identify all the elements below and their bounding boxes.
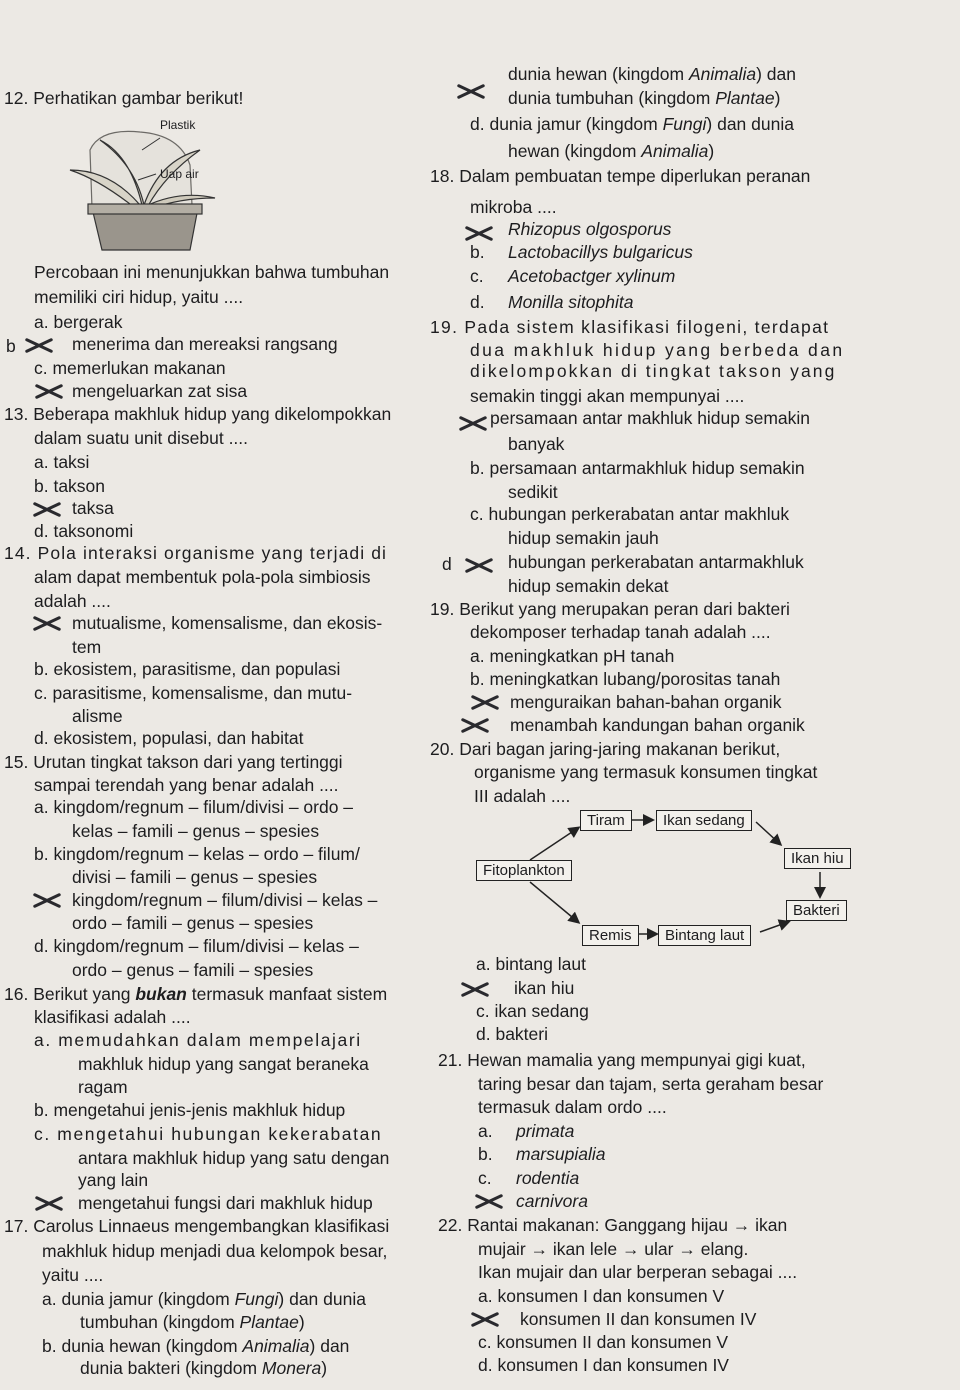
q16-stem-line1 bbox=[4, 984, 387, 1004]
node-bintang-laut: Bintang laut bbox=[658, 925, 751, 946]
node-ikan-sedang: Ikan sedang bbox=[656, 810, 752, 831]
cross-mark-icon bbox=[32, 614, 62, 632]
q21-option-c: rodentia bbox=[516, 1168, 580, 1188]
q17-b2-post: ) bbox=[321, 1358, 328, 1378]
cross-mark-icon bbox=[464, 556, 494, 574]
q12-stem-line2: memiliki ciri hidup, yaitu .... bbox=[34, 287, 244, 307]
q18-option-a: Rhizopus olgosporus bbox=[508, 219, 672, 239]
q17-d1-italic: Fungi bbox=[662, 114, 707, 134]
q17-b1-pre: b. dunia hewan (kingdom bbox=[42, 1336, 243, 1356]
q16-stem-line2: klasifikasi adalah .... bbox=[34, 1007, 191, 1027]
cross-mark-icon bbox=[474, 1192, 504, 1210]
q19a-stem-line4: semakin tinggi akan mempunyai .... bbox=[470, 386, 745, 406]
q17-option-d-line1 bbox=[470, 114, 794, 134]
q15-option-b-line1: b. kingdom/regnum – kelas – ordo – filum/ bbox=[34, 844, 360, 864]
cross-mark-icon bbox=[34, 382, 64, 400]
q17-option-b-line1 bbox=[42, 1336, 349, 1356]
q13-option-b: b. takson bbox=[34, 476, 106, 496]
q21-option-a-label: a. bbox=[478, 1121, 493, 1141]
q20-stem-line2: organisme yang termasuk konsumen tingkat bbox=[474, 762, 818, 782]
q17-d1-pre: d. dunia jamur (kingdom bbox=[470, 114, 663, 134]
q18-stem-line2: mikroba .... bbox=[470, 197, 557, 217]
q21-option-a: primata bbox=[516, 1121, 575, 1141]
q17-a1-post: ) dan dunia bbox=[278, 1289, 366, 1309]
q22-stem-line2: mujair → ikan lele → ular → elang. bbox=[478, 1239, 749, 1259]
q21-option-b-label: b. bbox=[478, 1144, 493, 1164]
q18-option-c: Acetobactger xylinum bbox=[508, 266, 676, 286]
q17-option-a-line2 bbox=[80, 1312, 305, 1332]
q19b-option-a: a. meningkatkan pH tanah bbox=[470, 646, 675, 666]
q17-c1-post: ) dan bbox=[756, 64, 796, 84]
q16-option-d: mengetahui fungsi dari makhluk hidup bbox=[78, 1193, 373, 1213]
q16-stem-pre: 16. Berikut yang bbox=[4, 984, 136, 1004]
q14-option-d: d. ekosistem, populasi, dan habitat bbox=[34, 728, 304, 748]
q21-option-b: marsupialia bbox=[516, 1144, 606, 1164]
q20-option-a: a. bintang laut bbox=[476, 954, 586, 974]
plant-experiment-figure bbox=[30, 110, 260, 260]
q20-option-b: ikan hiu bbox=[514, 978, 575, 998]
q17-option-c-line1 bbox=[508, 64, 796, 84]
q20-stem-line3: III adalah .... bbox=[474, 786, 571, 806]
cross-mark-icon bbox=[456, 82, 486, 100]
q19b-stem-line2: dekomposer terhadap tanah adalah .... bbox=[470, 622, 771, 642]
q19a-option-c-line2: hidup semakin jauh bbox=[508, 528, 659, 548]
q19b-option-d: menambah kandungan bahan organik bbox=[510, 715, 805, 735]
q15-stem-line1: 15. Urutan tingkat takson dari yang tertinggi bbox=[4, 752, 343, 772]
q16-option-a-line1: a. memudahkan dalam mempelajari bbox=[34, 1030, 362, 1050]
q22-option-a: a. konsumen I dan konsumen V bbox=[478, 1286, 725, 1306]
q14-stem-line2: alam dapat membentuk pola-pola simbiosis bbox=[34, 567, 371, 587]
q17-option-c-line2 bbox=[508, 88, 780, 108]
q20-option-d: d. bakteri bbox=[476, 1024, 548, 1044]
q21-option-d: carnivora bbox=[516, 1191, 588, 1211]
q19a-stem-line2: dua makhluk hidup yang berbeda dan bbox=[470, 340, 845, 360]
q17-a2-pre: tumbuhan (kingdom bbox=[80, 1312, 240, 1332]
fig-label-vapor: Uap air bbox=[160, 167, 199, 181]
q17-stem-line3: yaitu .... bbox=[42, 1265, 104, 1285]
q15-option-d-line2: ordo – genus – famili – spesies bbox=[72, 960, 314, 980]
q17-a2-italic: Plantae bbox=[239, 1312, 299, 1332]
q19b-stem-line1: 19. Berikut yang merupakan peran dari bakteri bbox=[430, 599, 790, 619]
q17-b1-post: ) dan bbox=[309, 1336, 350, 1356]
q21-stem-line3: termasuk dalam ordo .... bbox=[478, 1097, 667, 1117]
q12-stem: 12. Perhatikan gambar berikut! bbox=[4, 88, 244, 108]
q19b-option-b: b. meningkatkan lubang/porositas tanah bbox=[470, 669, 781, 689]
q21-stem-line1: 21. Hewan mamalia yang mempunyai gigi kuat, bbox=[438, 1050, 806, 1070]
q12-option-b: menerima dan mereaksi rangsang bbox=[72, 334, 338, 354]
q16-option-b: b. mengetahui jenis-jenis makhluk hidup bbox=[34, 1100, 346, 1120]
q21-stem-line2: taring besar dan tajam, serta geraham besar bbox=[478, 1074, 824, 1094]
q21-option-c-label: c. bbox=[478, 1168, 492, 1188]
q17-a1-italic: Fungi bbox=[234, 1289, 279, 1309]
q17-d2-italic: Animalia bbox=[641, 141, 709, 161]
q17-option-d-line2 bbox=[508, 141, 714, 161]
q17-b2-italic: Monera bbox=[261, 1358, 322, 1378]
node-ikan-hiu: Ikan hiu bbox=[784, 848, 851, 869]
q15-stem-line2: sampai terendah yang benar adalah .... bbox=[34, 775, 339, 795]
q14-stem-line3: adalah .... bbox=[34, 591, 111, 611]
cross-mark-icon bbox=[34, 1194, 64, 1212]
cross-mark-icon bbox=[460, 716, 490, 734]
q19a-stem-line1: 19. Pada sistem klasifikasi filogeni, terdapat bbox=[430, 317, 830, 337]
q22-option-d: d. konsumen I dan konsumen IV bbox=[478, 1355, 729, 1375]
q15-option-a-line1: a. kingdom/regnum – filum/divisi – ordo – bbox=[34, 797, 354, 817]
q14-option-c-line1: c. parasitisme, komensalisme, dan mutu- bbox=[34, 683, 353, 703]
q18-option-b: Lactobacillys bulgaricus bbox=[508, 242, 693, 262]
node-fitoplankton: Fitoplankton bbox=[476, 860, 572, 881]
cross-mark-icon bbox=[24, 336, 54, 354]
q20-stem-line1: 20. Dari bagan jaring-jaring makanan berikut, bbox=[430, 739, 781, 759]
q15-option-c-line2: ordo – famili – genus – spesies bbox=[72, 913, 314, 933]
cross-mark-icon bbox=[32, 500, 62, 518]
q19a-option-a-line2: banyak bbox=[508, 434, 565, 454]
q18-option-b-label: b. bbox=[470, 242, 485, 262]
q19a-option-b-line1: b. persamaan antarmakhluk hidup semakin bbox=[470, 458, 805, 478]
q12-answer-mark: b bbox=[6, 336, 16, 356]
q19a-option-a-line1: persamaan antar makhluk hidup semakin bbox=[490, 408, 811, 428]
q12-stem-line1: Percobaan ini menunjukkan bahwa tumbuhan bbox=[34, 262, 390, 282]
q14-option-a-line1: mutualisme, komensalisme, dan ekosis- bbox=[72, 613, 383, 633]
q18-stem-line1: 18. Dalam pembuatan tempe diperlukan peranan bbox=[430, 166, 811, 186]
q13-option-d: d. taksonomi bbox=[34, 521, 134, 541]
q13-option-c: taksa bbox=[72, 498, 114, 518]
q17-b1-italic: Animalia bbox=[242, 1336, 310, 1356]
q17-option-a-line1 bbox=[42, 1289, 366, 1309]
q17-a1-pre: a. dunia jamur (kingdom bbox=[42, 1289, 235, 1309]
node-tiram: Tiram bbox=[580, 810, 632, 831]
cross-mark-icon bbox=[464, 224, 494, 242]
cross-mark-icon bbox=[32, 891, 62, 909]
q16-option-c-line1: c. mengetahui hubungan kekerabatan bbox=[34, 1124, 383, 1144]
q18-option-d: Monilla sitophita bbox=[508, 292, 634, 312]
q17-a2-post: ) bbox=[298, 1312, 305, 1332]
q15-option-b-line2: divisi – famili – genus – spesies bbox=[72, 867, 318, 887]
q17-d2-post: ) bbox=[708, 141, 715, 161]
q16-option-a-line2: makhluk hidup yang sangat beraneka bbox=[78, 1054, 369, 1074]
q12-option-d: mengeluarkan zat sisa bbox=[72, 381, 248, 401]
q20-option-c: c. ikan sedang bbox=[476, 1001, 589, 1021]
q19a-option-b-line2: sedikit bbox=[508, 482, 558, 502]
q19a-option-d-line2: hidup semakin dekat bbox=[508, 576, 669, 596]
q16-stem-post: termasuk manfaat sistem bbox=[186, 984, 388, 1004]
q18-option-d-label: d. bbox=[470, 292, 485, 312]
q15-option-c-line1: kingdom/regnum – filum/divisi – kelas – bbox=[72, 890, 378, 910]
q22-option-b: konsumen II dan konsumen IV bbox=[520, 1309, 757, 1329]
node-bakteri: Bakteri bbox=[786, 900, 847, 921]
node-remis: Remis bbox=[582, 925, 639, 946]
q22-stem-line3: Ikan mujair dan ular berperan sebagai .... bbox=[478, 1262, 798, 1282]
cross-mark-icon bbox=[460, 980, 490, 998]
q22-stem-line1: 22. Rantai makanan: Ganggang hijau → ikan bbox=[438, 1215, 788, 1235]
q12-option-a: a. bergerak bbox=[34, 312, 123, 332]
q19a-stem-line3: dikelompokkan di tingkat takson yang bbox=[470, 361, 837, 381]
q16-option-a-line3: ragam bbox=[78, 1077, 128, 1097]
q19b-option-c: menguraikan bahan-bahan organik bbox=[510, 692, 782, 712]
q18-option-c-label: c. bbox=[470, 266, 484, 286]
q14-option-a-line2: tem bbox=[72, 637, 102, 657]
q17-c2-pre: dunia tumbuhan (kingdom bbox=[508, 88, 716, 108]
q17-stem-line1: 17. Carolus Linnaeus mengembangkan klasifikasi bbox=[4, 1216, 390, 1236]
cross-mark-icon bbox=[470, 1310, 500, 1328]
q16-option-c-line2: antara makhluk hidup yang satu dengan bbox=[78, 1148, 390, 1168]
q16-option-c-line3: yang lain bbox=[78, 1170, 149, 1190]
q13-option-a: a. taksi bbox=[34, 452, 90, 472]
q17-d1-post: ) dan dunia bbox=[706, 114, 794, 134]
q14-option-b: b. ekosistem, parasitisme, dan populasi bbox=[34, 659, 341, 679]
q16-stem-emphasis: bukan bbox=[135, 984, 187, 1004]
q13-stem-line1: 13. Beberapa makhluk hidup yang dikelompokkan bbox=[4, 404, 392, 424]
q17-d2-pre: hewan (kingdom bbox=[508, 141, 642, 161]
q19a-option-c-line1: c. hubungan perkerabatan antar makhluk bbox=[470, 504, 790, 524]
q12-option-c: c. memerlukan makanan bbox=[34, 358, 226, 378]
q19a-answer-mark: d bbox=[442, 554, 452, 574]
q15-option-a-line2: kelas – famili – genus – spesies bbox=[72, 821, 320, 841]
cross-mark-icon bbox=[458, 414, 488, 432]
q17-option-b-line2 bbox=[80, 1358, 327, 1378]
q17-c2-post: ) bbox=[774, 88, 781, 108]
q17-b2-pre: dunia bakteri (kingdom bbox=[80, 1358, 262, 1378]
q14-option-c-line2: alisme bbox=[72, 706, 123, 726]
q22-option-c: c. konsumen II dan konsumen V bbox=[478, 1332, 728, 1352]
q17-c2-italic: Plantae bbox=[715, 88, 775, 108]
q15-option-d-line1: d. kingdom/regnum – filum/divisi – kelas – bbox=[34, 936, 359, 956]
q17-stem-line2: makhluk hidup menjadi dua kelompok besar, bbox=[42, 1241, 388, 1261]
fig-label-plastic: Plastik bbox=[160, 118, 196, 132]
q17-c1-italic: Animalia bbox=[688, 64, 757, 84]
q14-stem-line1: 14. Pola interaksi organisme yang terjadi di bbox=[4, 543, 388, 563]
q17-c1-pre: dunia hewan (kingdom bbox=[508, 64, 689, 84]
q13-stem-line2: dalam suatu unit disebut .... bbox=[34, 428, 249, 448]
q19a-option-d-line1: hubungan perkerabatan antarmakhluk bbox=[508, 552, 804, 572]
cross-mark-icon bbox=[470, 693, 500, 711]
